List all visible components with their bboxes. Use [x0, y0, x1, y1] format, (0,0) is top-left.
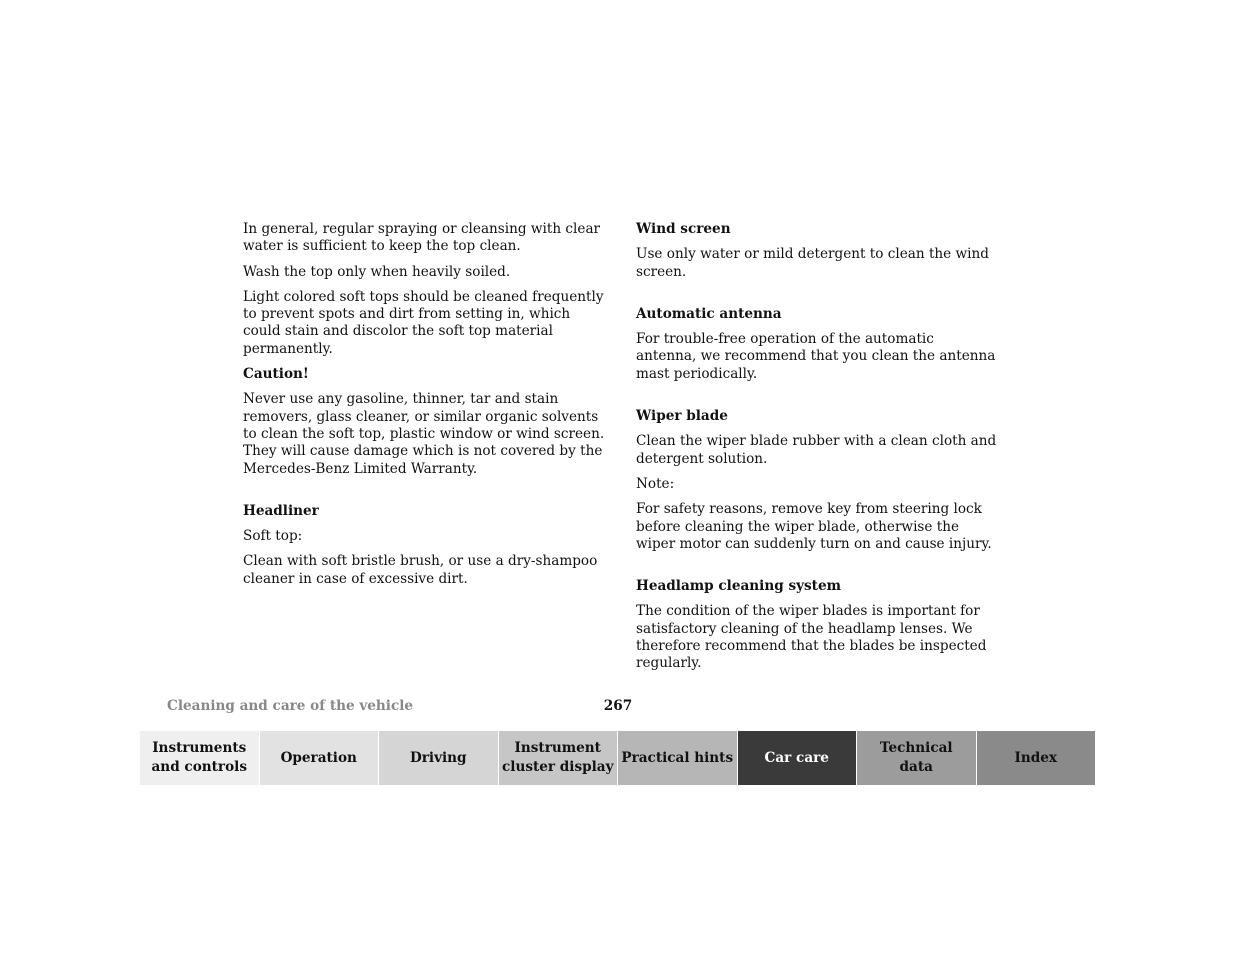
note-text: For safety reasons, remove key from steering lock before cleaning the wiper blade, otherwise the wiper motor can suddenly turn on and cause injury. — [636, 501, 992, 552]
page-number: 267 — [603, 698, 633, 714]
chapter-navigation — [140, 731, 1095, 785]
tab-instruments-and-controls[interactable]: Instruments and controls — [140, 731, 260, 785]
headlamp-heading: Headlamp cleaning system — [636, 578, 841, 595]
intro-paragraph: In general, regular spraying or cleansing with clear water is sufficient to keep the top clean. — [243, 221, 601, 255]
caution-text: Never use any gasoline, thinner, tar and stain removers, glass cleaner, or similar organic solvents to clean the soft top, plastic window or wind screen. They will cause damage which is not covered by the Mercedes-Benz Limited Warranty. — [243, 391, 605, 477]
wash-paragraph: Wash the top only when heavily soiled. — [243, 263, 511, 280]
windscreen-text: Use only water or mild detergent to clean the wind screen. — [636, 246, 989, 280]
wiper-text: Clean the wiper blade rubber with a clean cloth and detergent solution. — [636, 433, 997, 467]
tab-operation[interactable]: Operation — [260, 731, 380, 785]
note-label: Note: — [636, 475, 675, 492]
tab-practical-hints[interactable]: Practical hints — [618, 731, 738, 785]
antenna-heading: Automatic antenna — [636, 305, 782, 322]
section-title: Cleaning and care of the vehicle — [167, 698, 414, 714]
tab-car-care[interactable]: Car care — [738, 731, 858, 785]
headliner-heading: Headliner — [243, 502, 319, 519]
windscreen-heading: Wind screen — [636, 221, 731, 237]
left-column — [243, 221, 605, 596]
wiper-heading: Wiper blade — [636, 408, 728, 425]
headliner-text: Clean with soft bristle brush, or use a dry-shampoo cleaner in case of excessive dirt. — [243, 553, 598, 587]
caution-heading: Caution! — [243, 366, 309, 383]
tab-driving[interactable]: Driving — [379, 731, 499, 785]
tab-instrument-cluster-display[interactable]: Instrument cluster display — [499, 731, 619, 785]
right-column — [636, 221, 998, 681]
antenna-text: For trouble-free operation of the automatic antenna, we recommend that you clean the antenna mast periodically. — [636, 331, 996, 382]
tab-index[interactable]: Index — [977, 731, 1096, 785]
tab-technical-data[interactable]: Technical data — [857, 731, 977, 785]
headliner-subheading: Soft top: — [243, 528, 303, 545]
headlamp-text: The condition of the wiper blades is important for satisfactory cleaning of the headlamp lenses. We therefore recommend that the blades be inspected regularly. — [636, 603, 987, 672]
light-tops-paragraph: Light colored soft tops should be cleaned frequently to prevent spots and dirt from setting in, which could stain and discolor the soft top material permanently. — [243, 288, 604, 357]
